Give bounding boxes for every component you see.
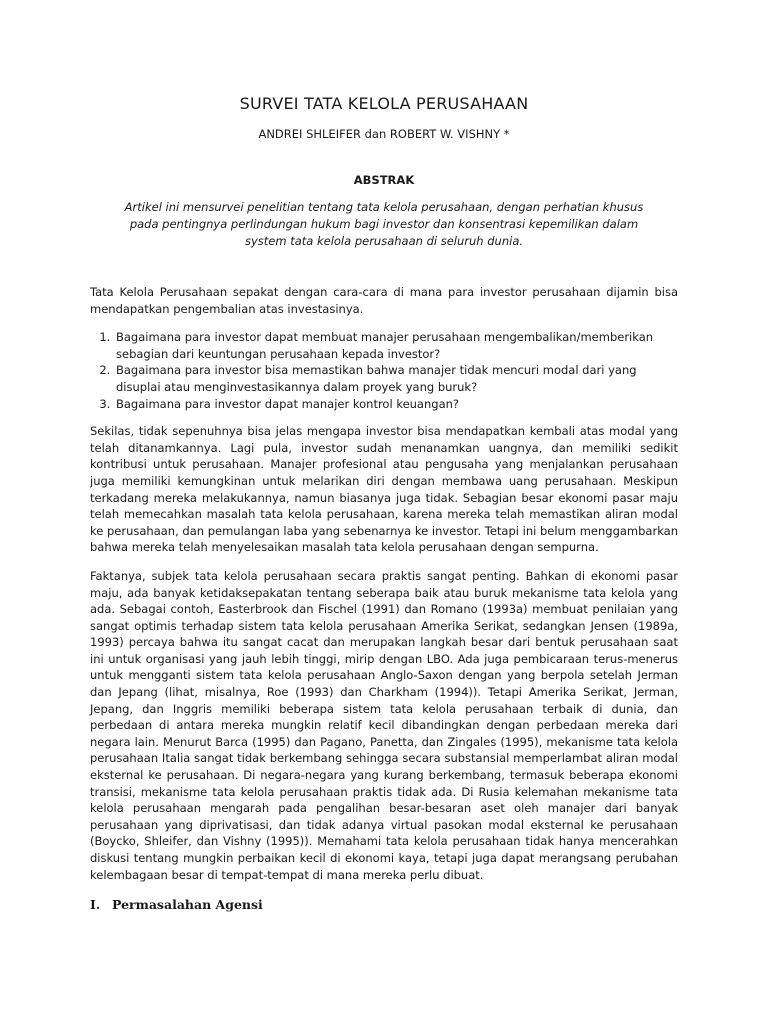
intro-paragraph: Tata Kelola Perusahaan sepakat dengan cara-cara di mana para investor perusahaan dijamin bisa mendapatkan pengembalian atas investasinya. [90,285,678,316]
section-heading [90,897,678,912]
list-item: 2. Bagaimana para investor bisa memastikan bahwa manajer tidak mencuri modal dari yang disuplai atau menginvestasikannya dalam proyek yang buruk? [114,362,678,395]
question-list [90,329,678,412]
section-number: I. [90,897,101,913]
list-item: 1. Bagaimana para investor dapat membuat manajer perusahaan mengembalikan/memberikan sebagian dari keuntungan perusahaan kepada investor? [114,329,678,362]
abstract-heading: ABSTRAK [353,173,415,187]
document-title: SURVEI TATA KELOLA PERUSAHAAN [239,94,529,113]
body-paragraph-3: Faktanya, subjek tata kelola perusahaan secara praktis sangat penting. Bahkan di ekonomi pasar maju, ada banyak ketidaksepakatan tentang seberapa baik atau buruk mekanisme tata kelola yang ada. Sebagai contoh, Easterbrook dan Fischel (1991) dan Romano (1993a) membuat penilaian yang sangat optimis terhadap sistem tata kelola perusahaan Amerika Serikat, sedangkan Jensen (1989a, 1993) percaya bahwa itu sangat cacat dan merupakan langkah besar dari bentuk perusahaan saat ini untuk organisasi yang jauh lebih tinggi, mirip dengan LBO. Ada juga pembicaraan terus-menerus untuk mengganti sistem tata kelola perusahaan Anglo-Saxon dengan yang berpola setelah Jerman dan Jepang (lihat, misalnya, Roe (1993) dan Charkham (1994)). Tetapi Amerika Serikat, Jerman, Jepang, dan Inggris memiliki beberapa sistem tata kelola perusahaan terbaik di dunia, dan perbedaan di antara mereka mungkin relatif kecil dibandingkan dengan perbedaan mereka dari negara lain. Menurut Barca (1995) dan Pagano, Panetta, dan Zingales (1995), mekanisme tata kelola perusahaan Italia sangat tidak berkembang sehingga secara substansial memperlambat aliran modal eksternal ke perusahaan. Di negara-negara yang kurang berkembang, termasuk beberapa ekonomi transisi, mekanisme tata kelola perusahaan praktis tidak ada. Di Rusia kelemahan mekanisme tata kelola perusahaan mengarah pada pengalihan besar-besaran aset oleh manajer dari banyak perusahaan yang diprivatisasi, dan tidak adanya virtual pasokan modal eksternal ke perusahaan (Boycko, Shleifer, dan Vishny (1995)). Memahami tata kelola perusahaan tidak hanya mencerahkan diskusi tentang mungkin perbaikan kecil di ekonomi kaya, tetapi juga dapat merangsang perubahan kelembagaan besar di tempat-tempat di mana mereka perlu dibuat. [90,568,678,882]
list-item: 3. Bagaimana para investor dapat manajer kontrol keuangan? [114,396,678,413]
section-title: Permasalahan Agensi [112,897,263,913]
document-authors: ANDREI SHLEIFER dan ROBERT W. VISHNY * [258,127,510,141]
body-paragraph-2: Sekilas, tidak sepenuhnya bisa jelas mengapa investor bisa mendapatkan kembali atas modal yang telah ditanamkannya. Lagi pula, investor sudah menanamkan uangnya, dan memiliki sedikit kontribusi untuk perusahaan. Manajer profesional atau pengusaha yang menjalankan perusahaan juga memiliki kemungkinan untuk melarikan diri dengan membawa uang perusahaan. Meskipun terkadang mereka melakukannya, namun biasanya juga tidak. Sebagian besar ekonomi pasar maju telah memecahkan masalah tata kelola perusahaan, karena mereka telah memastikan aliran modal ke perusahaan, dan pemulangan laba yang sebenarnya ke investor. Tetapi ini belum menggambarkan bahwa mereka telah menyelesaikan masalah tata kelola perusahaan dengan sempurna. [90,424,678,555]
abstract-text: Artikel ini mensurvei penelitian tentang tata kelola perusahaan, dengan perhatian khusus pada pentingnya perlindungan hukum bagi investor dan konsentrasi kepemilikan dalam system tata kelola perusahaan di seluruh dunia. [124,200,644,248]
